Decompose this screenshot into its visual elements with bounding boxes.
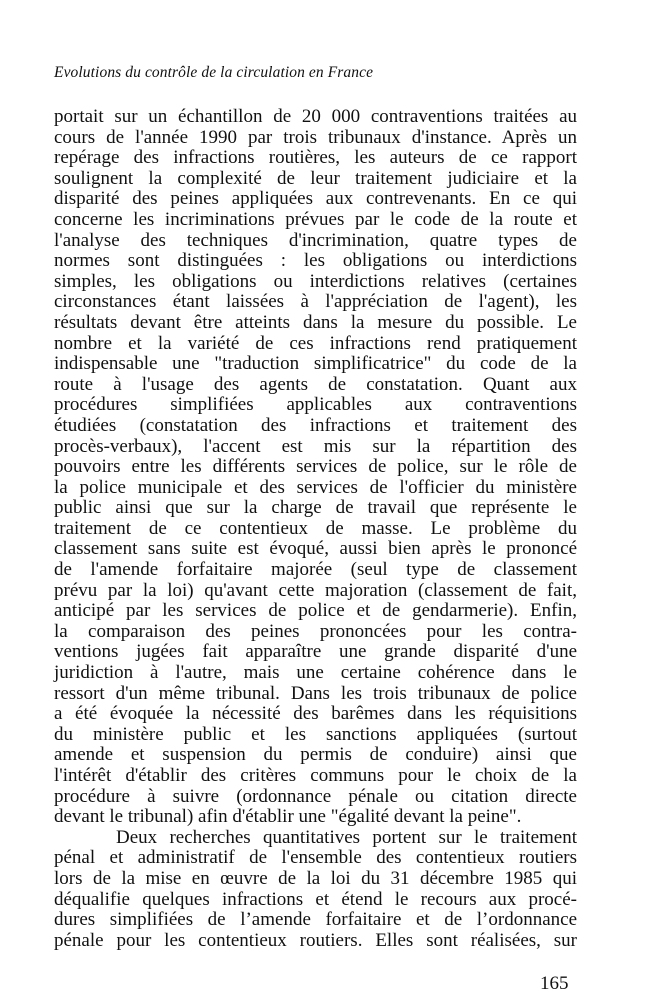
text-line: indispensable une "traduction simplificatrice" du code de la (54, 353, 577, 375)
text-line: circonstances étant laissées à l'appréciation de l'agent), les (54, 291, 577, 313)
text-line: de l'amende forfaitaire majorée (seul type de classement (54, 559, 577, 581)
body-text (54, 107, 577, 951)
text-line: devant le tribunal) afin d'établir une "égalité devant la peine". (54, 806, 522, 828)
text-line: résultats devant être atteints dans la mesure du possible. Le (54, 311, 577, 333)
text-line: déqualifie quelques infractions et étend le recours aux procé- (54, 888, 577, 910)
text-line: lors de la mise en œuvre de la loi du 31 décembre 1985 qui (54, 867, 577, 889)
text-line: route à l'usage des agents de constatation. Quant aux (54, 373, 577, 395)
page-number: 165 (540, 973, 569, 994)
text-line: repérage des infractions routières, les auteurs de ce rapport (54, 147, 577, 169)
text-line: traitement de ce contentieux de masse. Le problème du (54, 517, 577, 539)
text-line: dures simplifiées de l’amende forfaitaire et de l’ordonnance (54, 909, 577, 931)
text-line: pénal et administratif de l'ensemble des contentieux routiers (54, 847, 577, 869)
text-line: classement sans suite est évoqué, aussi bien après le prononcé (54, 538, 577, 560)
text-line: concerne les incriminations prévues par le code de la route et (54, 208, 577, 230)
text-line: la police municipale et des services de l'officier du ministère (54, 476, 577, 498)
text-line: nombre et la variété de ces infractions rend pratiquement (54, 332, 577, 354)
text-line: l'intérêt d'établir des critères communs pour le choix de la (54, 765, 577, 786)
text-line: public ainsi que sur la charge de travail que représente le (54, 497, 577, 519)
text-line: portait sur un échantillon de 20 000 contraventions traitées au (54, 106, 577, 127)
text-line: Deux recherches quantitatives portent sur le traitement (116, 826, 577, 848)
text-line: du ministère public et les sanctions appliquées (surtout (54, 723, 577, 745)
text-line: ressort d'un même tribunal. Dans les trois tribunaux de police (54, 682, 577, 704)
text-line: prévu par la loi) qu'avant cette majoration (classement de fait, (54, 579, 577, 601)
paragraph-1 (54, 107, 577, 828)
text-line: l'analyse des techniques d'incrimination, quatre types de (54, 229, 577, 251)
text-line: amende et suspension du permis de conduire) ainsi que (54, 744, 577, 766)
text-line: soulignent la complexité de leur traitement judiciaire et la (54, 167, 577, 189)
text-line: procédure à suivre (ordonnance pénale ou citation directe (54, 785, 577, 807)
text-line: simples, les obligations ou interdictions relatives (certaines (54, 270, 577, 292)
text-line: juridiction à l'autre, mais une certaine cohérence dans le (54, 662, 577, 684)
paragraph-2 (54, 828, 577, 952)
text-line: étudiées (constatation des infractions et traitement des (54, 414, 577, 436)
text-line: pouvoirs entre les différents services de police, sur le rôle de (54, 456, 577, 478)
text-line: anticipé par les services de police et de gendarmerie). Enfin, (54, 600, 577, 622)
text-line: cours de l'année 1990 par trois tribunaux d'instance. Après un (54, 126, 577, 148)
text-line: procès-verbaux), l'accent est mis sur la répartition des (54, 435, 577, 457)
text-line: pénale pour les contentieux routiers. Elles sont réalisées, sur (54, 929, 577, 951)
text-line: procédures simplifiées applicables aux contraventions (54, 394, 577, 416)
text-line: a été évoquée la nécessité des barêmes dans les réquisitions (54, 703, 577, 725)
text-line: normes sont distinguées : les obligations ou interdictions (54, 250, 577, 272)
text-line: la comparaison des peines prononcées pour les contra- (54, 620, 577, 642)
text-line: disparité des peines appliquées aux contrevenants. En ce qui (54, 188, 577, 210)
text-line: ventions jugées fait apparaître une grande disparité d'une (54, 641, 577, 663)
running-head: Evolutions du contrôle de la circulation en France (54, 64, 374, 81)
